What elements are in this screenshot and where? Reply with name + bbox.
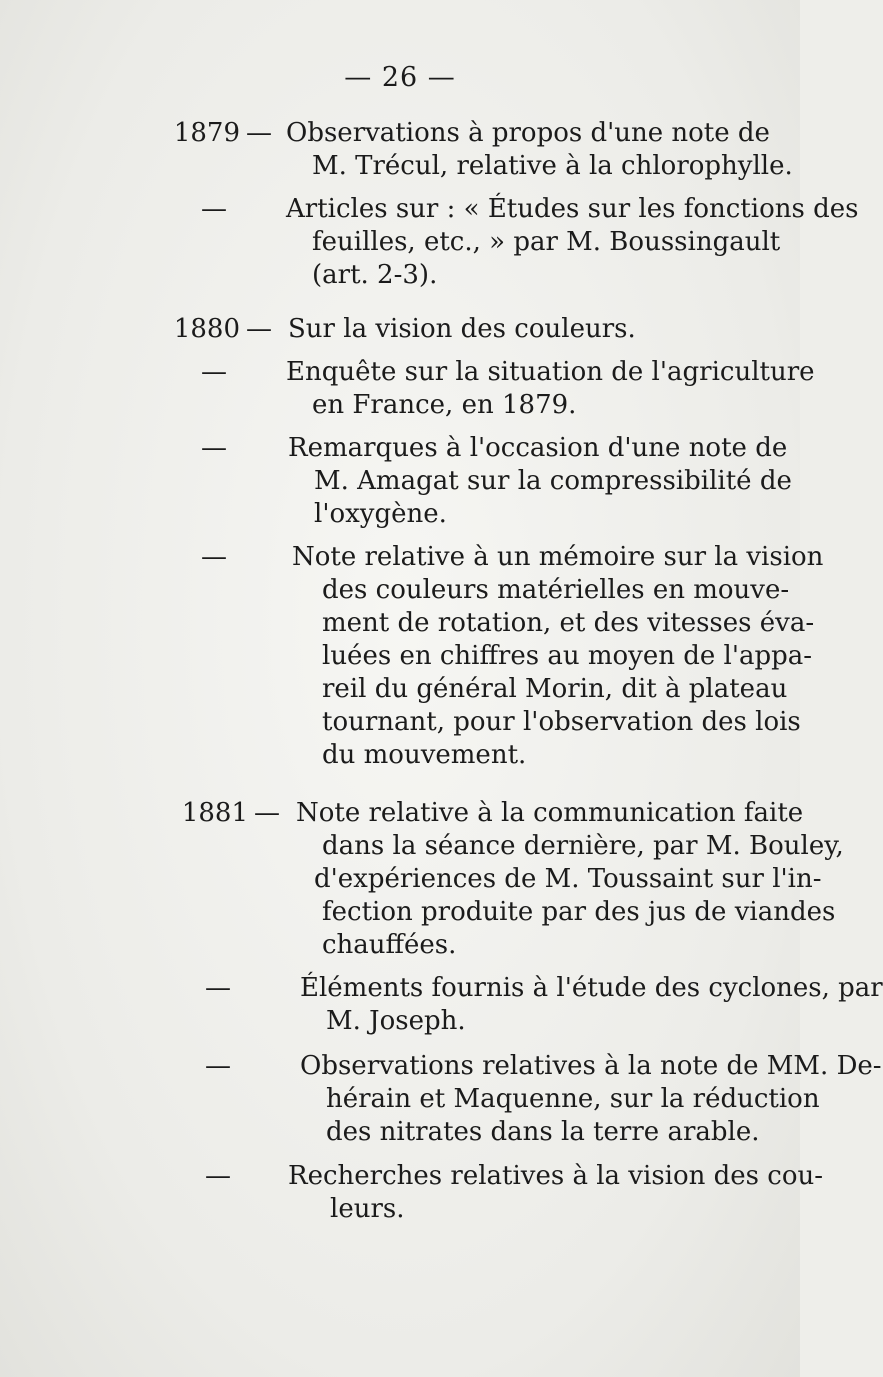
entry-line: ment de rotation, et des vitesses éva- bbox=[322, 608, 815, 638]
bibliography-entry bbox=[0, 432, 800, 532]
entry-dash: — bbox=[246, 314, 272, 344]
bibliography-entry bbox=[0, 972, 883, 1042]
entry-dash: — bbox=[201, 357, 227, 387]
entry-line: (art. 2-3). bbox=[312, 260, 438, 290]
entry-line: chauffées. bbox=[322, 930, 457, 960]
entry-line: Sur la vision des couleurs. bbox=[288, 314, 636, 344]
entry-line: M. Amagat sur la compressibilité de bbox=[314, 466, 792, 496]
entry-line: Éléments fournis à l'étude des cyclones, par bbox=[300, 973, 883, 1003]
bibliography-entry bbox=[0, 1160, 824, 1230]
entry-year: 1879 bbox=[173, 118, 240, 148]
entry-line: hérain et Maquenne, sur la réduction bbox=[326, 1084, 820, 1114]
bibliography-entry bbox=[0, 797, 844, 967]
bibliography-entry bbox=[0, 356, 815, 426]
entry-dash: — bbox=[201, 194, 227, 224]
entry-line: d'expériences de M. Toussaint sur l'in- bbox=[314, 864, 822, 894]
bibliography-entry bbox=[0, 1050, 882, 1150]
entry-dash: — bbox=[246, 118, 272, 148]
entry-line: Enquête sur la situation de l'agriculture bbox=[286, 357, 815, 387]
entry-dash: — bbox=[201, 433, 227, 463]
entry-line: Note relative à un mémoire sur la vision bbox=[292, 542, 824, 572]
entry-dash: — bbox=[205, 973, 231, 1003]
entry-year: 1880 bbox=[173, 314, 240, 344]
entry-dash: — bbox=[205, 1051, 231, 1081]
entry-line: des nitrates dans la terre arable. bbox=[326, 1117, 760, 1147]
entry-line: Observations à propos d'une note de bbox=[286, 118, 770, 148]
entry-line: du mouvement. bbox=[322, 740, 527, 770]
entry-line: Observations relatives à la note de MM. De- bbox=[300, 1051, 882, 1081]
entry-dash: — bbox=[205, 1161, 231, 1191]
entry-line: Recherches relatives à la vision des cou- bbox=[288, 1161, 824, 1191]
entry-line: tournant, pour l'observation des lois bbox=[322, 707, 801, 737]
entry-line: M. Joseph. bbox=[326, 1006, 466, 1036]
bibliography-entry bbox=[0, 541, 824, 776]
entry-line: Note relative à la communication faite bbox=[296, 798, 804, 828]
entry-line: Articles sur : « Études sur les fonctions des bbox=[286, 194, 859, 224]
entry-line: Remarques à l'occasion d'une note de bbox=[288, 433, 788, 463]
entry-line: feuilles, etc., » par M. Boussingault bbox=[312, 227, 781, 257]
entry-line: en France, en 1879. bbox=[312, 390, 577, 420]
entry-line: M. Trécul, relative à la chlorophylle. bbox=[312, 151, 793, 181]
entry-line: reil du général Morin, dit à plateau bbox=[322, 674, 788, 704]
entry-dash: — bbox=[201, 542, 227, 572]
entry-line: fection produite par des jus de viandes bbox=[322, 897, 836, 927]
bibliography-entry bbox=[0, 117, 800, 187]
entry-line: dans la séance dernière, par M. Bouley, bbox=[322, 831, 844, 861]
page-number: — 26 — bbox=[344, 62, 456, 93]
entry-line: des couleurs matérielles en mouve- bbox=[322, 575, 790, 605]
entry-line: l'oxygène. bbox=[314, 499, 447, 529]
bibliography-entry bbox=[0, 193, 859, 293]
entry-line: luées en chiffres au moyen de l'appa- bbox=[322, 641, 813, 671]
entry-line: leurs. bbox=[330, 1194, 405, 1224]
entry-dash: — bbox=[254, 798, 280, 828]
entry-year: 1881 bbox=[181, 798, 248, 828]
bibliography-entry bbox=[0, 313, 800, 348]
